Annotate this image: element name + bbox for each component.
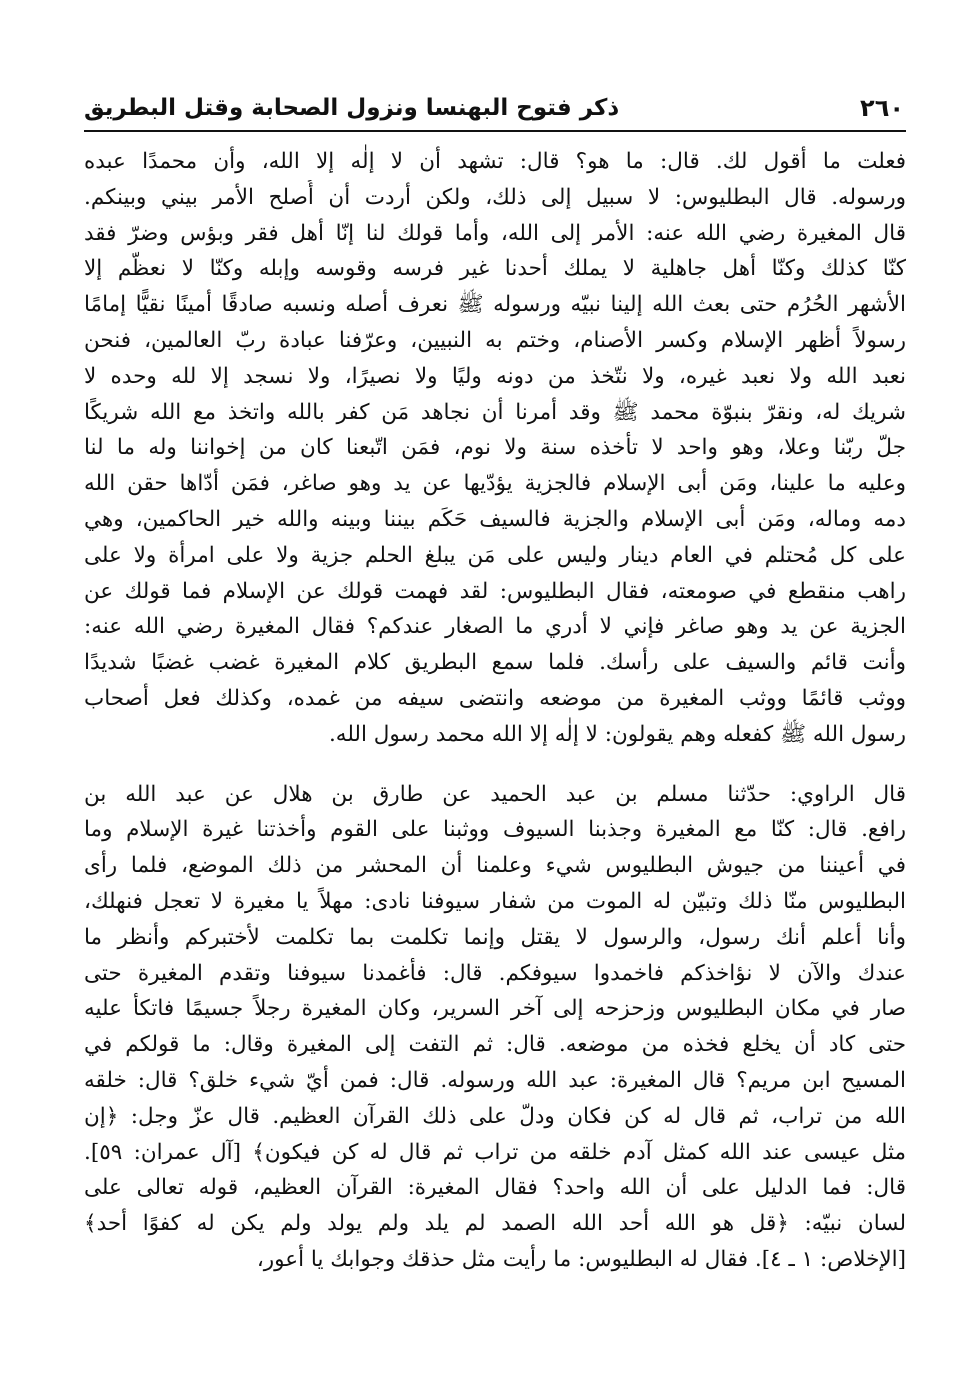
page-number: ٢٦٠	[860, 94, 904, 122]
header-divider	[84, 130, 906, 132]
text-line: ورسوله. قال البطليوس: لا سبيل إلى ذلك، ولكن أردت أن أُصلح الأمر بيني وبينكم.	[84, 184, 906, 210]
text-line: حتى كاد أن يخلع فخذه من موضعه. قال: ثم التفت إلى المغيرة وقال: ما قولكم في	[84, 1032, 906, 1058]
chapter-title: ذكر فتوح البهنسا ونزول الصحابة وقتل البطريق	[84, 95, 620, 121]
text-line: وعليه ما علينا، ومَن أبى الإسلام فالجزية يؤدّيها عن يد وهو صاغر، فمَن أدّاها حقن الله	[84, 471, 906, 497]
text-line: رسولاً أظهر الإسلام وكسر الأصنام، وختم به النبيين، وعرّفنا عبادة ربّ العالمين، فنحن	[84, 327, 906, 353]
text-line: الجزية عن يد وهو صاغر فإني لا أدري ما الصغار عندكم؟ فقال المغيرة رضي الله عنه:	[84, 614, 906, 640]
text-line: قال الراوي: حدّثنا مسلم بن عبد الحميد عن طارق بن هلال عن عبد الله بن	[84, 781, 906, 807]
text-line: المسيح ابن مريم؟ قال المغيرة: عبد الله ورسوله. قال: فمن أيّ شيء خلق؟ قال: خلقه	[84, 1067, 906, 1093]
text-line: رسول الله ﷺ كفعله وهم يقولون: لا إلٰه إلا الله محمد رسول الله.	[328, 721, 906, 747]
text-line: نعبد الله ولا نعبد غيره، ولا نتّخذ من دونه وليًا ولا نصيرًا، ولا نسجد إلا لله وحده لا	[84, 363, 906, 389]
text-line: الله من تراب، ثم قال له كن فكان ودلّ على ذلك القرآن العظيم. قال عزّ وجل: ﴿إن	[84, 1103, 906, 1129]
text-line: كنّا كذلك وكنّا أهل جاهلية لا يملك أحدنا غير فرسه وقوسه وإبله وكنّا لا نعظّم إلا	[84, 256, 906, 282]
text-line: راهب منقطع في صومعته، فقال البطليوس: لقد فهمت قولك عن الإسلام فما قولك عن	[84, 578, 906, 604]
text-line: رافع. قال: كنّا مع المغيرة وجذبنا السيوف ووثبنا على القوم وأخذتنا غيرة الإسلام وما	[84, 817, 906, 843]
text-line: فعلت ما أقول لك. قال: ما هو؟ قال: تشهد أن لا إلٰه إلا الله، وأن محمدًا عبده	[84, 149, 906, 174]
text-line: لسان نبيّه: ﴿قل هو الله أحد الله الصمد لم يلد ولم يولد ولم يكن له كفوًا أحد﴾	[84, 1211, 906, 1237]
text-line: عندك والآن لا نؤاخذكم فاخمدوا سيوفكم. قال: فأغمدنا سيوفنا وتقدم المغيرة حتى	[84, 960, 906, 986]
text-line: على كل مُحتلم في العام دينار وليس على مَن يبلغ الحلم جزية ولا على امرأة ولا على	[84, 542, 906, 568]
text-line: الأشهر الحُرُم حتى بعث الله إلينا نبيّه ورسوله ﷺ نعرف أصله ونسبه صادقًا أمينًا نقيًّا إمامًا	[84, 292, 906, 318]
text-line: ووثب قائمًا ووثب المغيرة من موضعه وانتضى سيفه من غمده، وكذلك فعل أصحاب	[84, 685, 906, 711]
text-line: قال: فما الدليل على أن الله واحد؟ فقال المغيرة: القرآن العظيم، قوله تعالى على	[84, 1175, 906, 1201]
text-line: في أعيننا من جيوش البطليوس شيء وعلمنا أن المحشر من ذلك الموضع، فلما رأى	[84, 853, 906, 879]
text-line: شريك له، ونقرّ بنبوّة محمد ﷺ وقد أمرنا أن نجاهد مَن كفر بالله واتخذ مع الله شريكًا	[84, 399, 906, 425]
text-line: وأنت قائم والسيف على رأسك. فلما سمع البطريق كلام المغيرة غضب غضبًا شديدًا	[84, 650, 906, 676]
page-header	[84, 88, 904, 128]
text-line: دمه وماله، ومَن أبى الإسلام والجزية فالسيف حَكَم بيننا وبينه والله خير الحاكمين، وهي	[84, 506, 906, 532]
text-line: [الإخلاص: ١ ـ ٤]. فقال له البطليوس: ما رأيت مثل حذقك وجوابك يا أعور،	[256, 1246, 906, 1272]
text-line: صار في مكان البطليوس وزحزحه إلى آخر السرير، وكان المغيرة رجلاً جسيمًا فاتكأ عليه	[84, 996, 906, 1022]
text-line: جلّ ربّنا وعلا، وهو واحد لا تأخذه سنة ولا نوم، فمَن اتّبعنا كان من إخواننا وله ما لنا	[84, 435, 906, 461]
paragraph-1	[84, 144, 906, 753]
paragraph-2	[84, 777, 906, 1278]
text-line: مثل عيسى عند الله كمثل آدم خلقه من تراب ثم قال له كن فيكون﴾ [آل عمران: ٥٩].	[84, 1139, 906, 1165]
text-line: قال المغيرة رضي الله عنه: الأمر إلى الله، وأما قولك لنا إنّا أهل فقر وبؤس وضرّ فقد	[84, 220, 906, 246]
text-line: وأنا أعلم أنك رسول، والرسول لا يقتل وإنما تكلمت بما تكلمت لأختبركم وأنظر ما	[84, 924, 906, 950]
text-line: البطليوس منّا ذلك وتبيّن له الموت من شفار سيوفنا نادى: مهلاً يا مغيرة لا تعجل فنهلك،	[84, 888, 906, 914]
paragraph-gap	[84, 753, 906, 777]
body-text	[84, 144, 906, 1278]
